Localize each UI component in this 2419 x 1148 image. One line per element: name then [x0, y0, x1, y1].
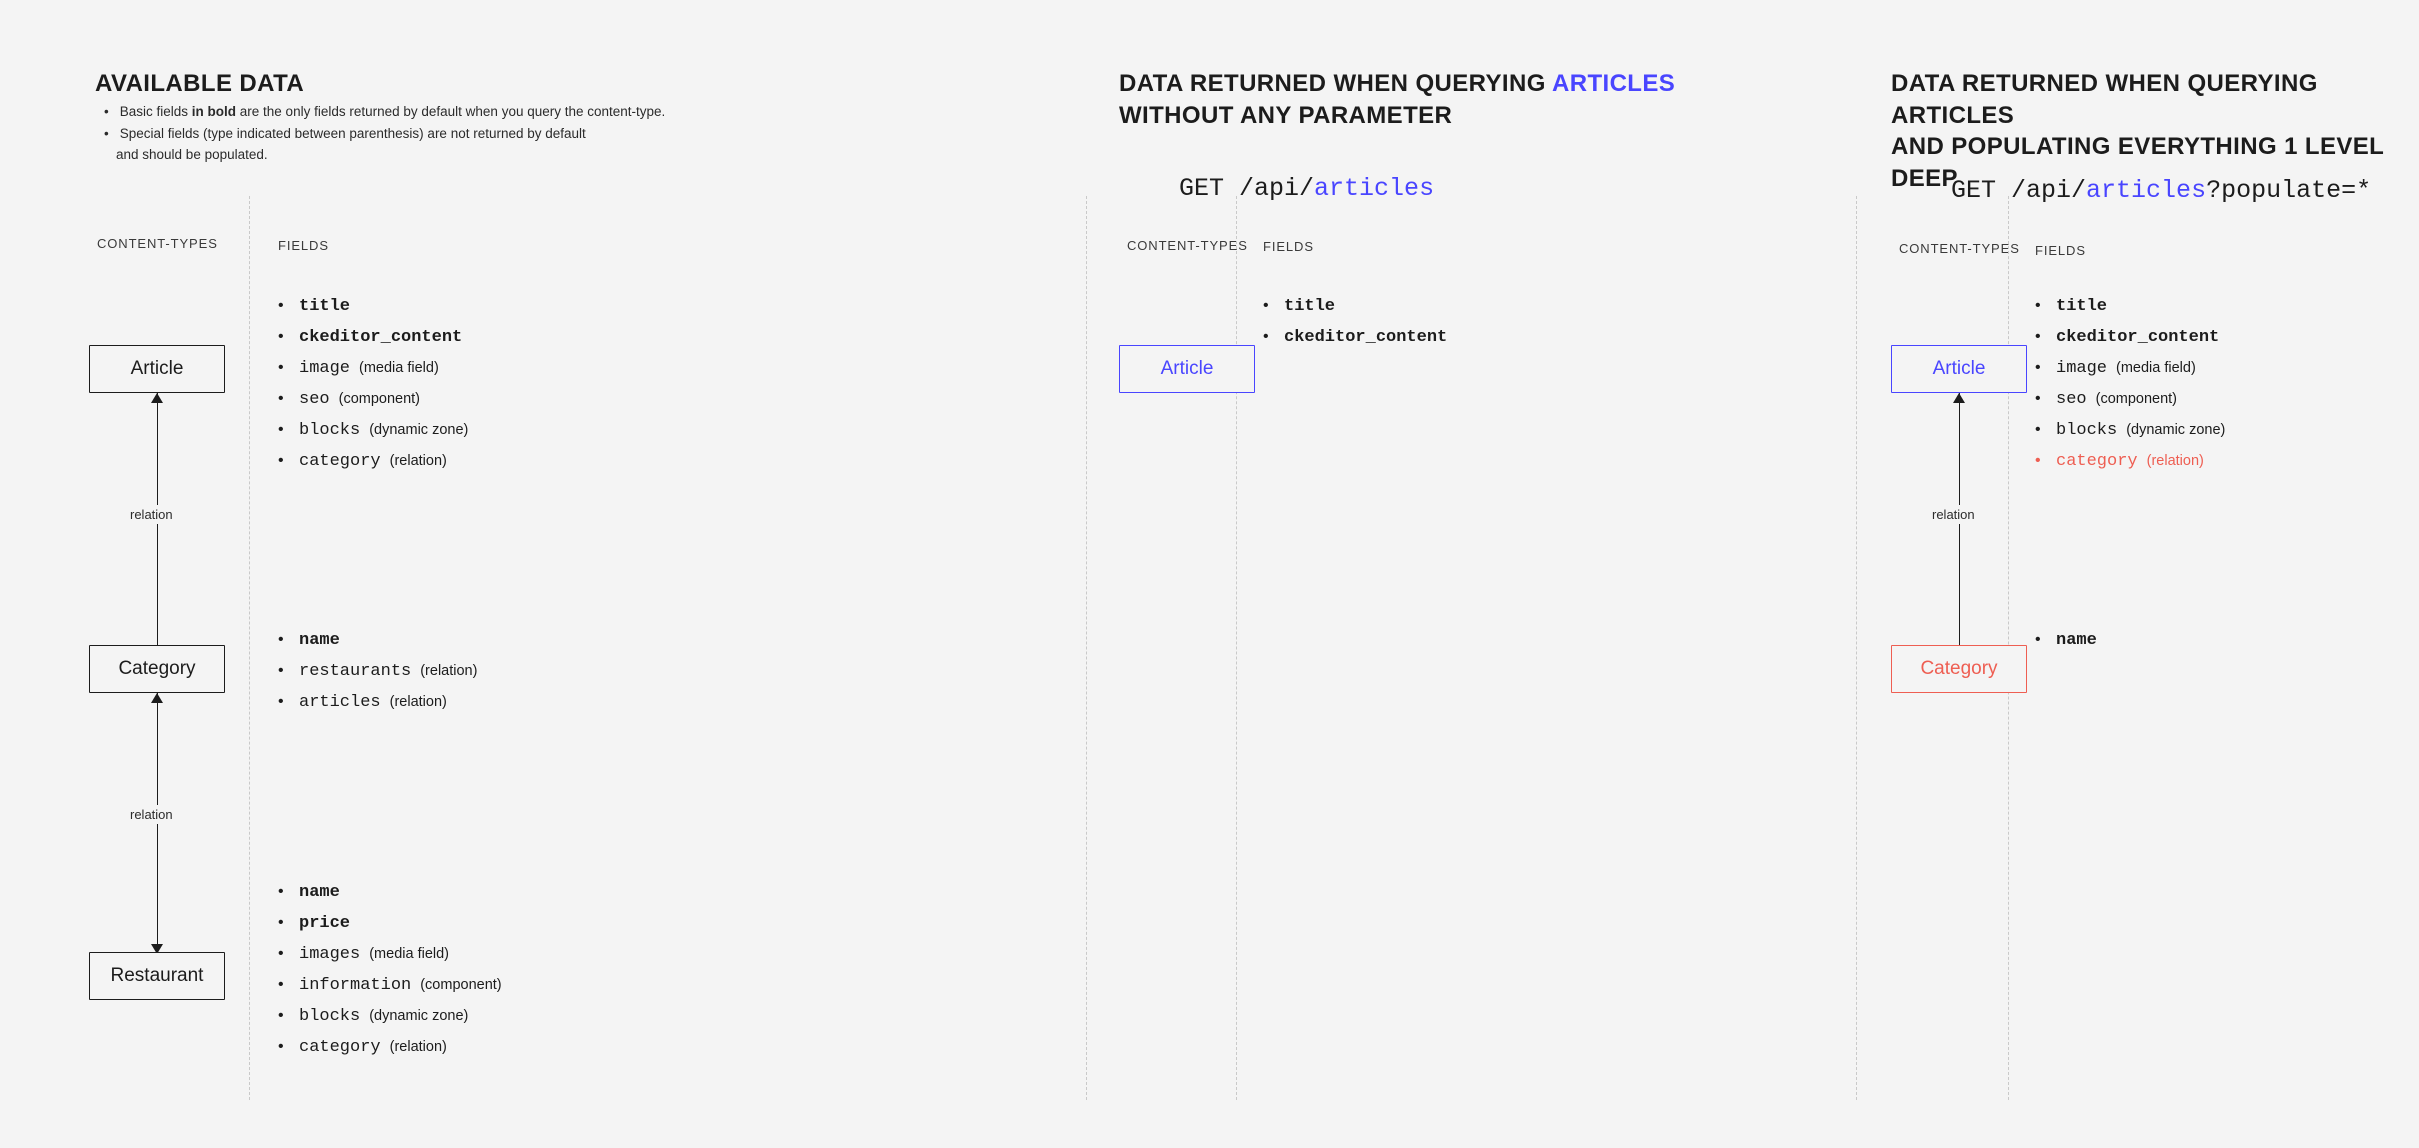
content-type-box-category[interactable]: [1891, 645, 2027, 693]
title-text-part: DATA RETURNED WHEN QUERYING: [1119, 70, 1552, 98]
field-group-category: [278, 632, 477, 725]
col-header-content-types: CONTENT-TYPES: [97, 236, 218, 251]
field-item: • articles (relation): [278, 693, 447, 712]
panel-divider: [1086, 196, 1087, 1100]
field-item: • title: [278, 297, 351, 316]
col-header-fields: FIELDS: [1263, 239, 1314, 254]
field-item-highlighted: • category (relation): [2035, 452, 2204, 471]
request-prefix: GET /api/: [1951, 176, 2087, 205]
panel-available-title: AVAILABLE DATA: [95, 70, 305, 98]
relation-label: relation: [1928, 505, 1979, 524]
content-type-box-article[interactable]: [1119, 345, 1255, 393]
field-item: • name: [278, 631, 340, 650]
relation-label: relation: [126, 505, 177, 524]
field-item: • name: [2035, 631, 2097, 650]
content-type-box-category[interactable]: [89, 645, 225, 693]
field-item: • name: [278, 883, 340, 902]
field-item: • ckeditor_content: [2035, 328, 2220, 347]
title-line-1: DATA RETURNED WHEN QUERYING ARTICLES: [1891, 70, 2318, 129]
title-line-2: AND POPULATING EVERYTHING 1 LEVEL DEEP: [1891, 133, 2384, 193]
content-type-label: Article: [1932, 358, 1986, 379]
field-item: • image (media field): [278, 359, 439, 378]
field-item: • information (component): [278, 976, 502, 995]
content-type-label: Category: [118, 658, 196, 679]
col-header-fields: FIELDS: [278, 238, 329, 253]
panel-populate-one-level: [1848, 0, 2419, 1148]
field-item: • image (media field): [2035, 359, 2196, 378]
content-type-box-article[interactable]: [1891, 345, 2027, 393]
field-item: • blocks (dynamic zone): [278, 1007, 469, 1026]
available-note-item: • Special fields (type indicated between parenthesis) are not returned by default and should be populated.: [116, 124, 860, 166]
request-line-populate: [1891, 147, 2371, 234]
arrow-up-icon: [151, 393, 163, 403]
field-group-article: [278, 298, 468, 484]
field-item: • images (media field): [278, 945, 449, 964]
panel-divider: [1856, 196, 1857, 1100]
title-text-part-2: WITHOUT ANY PARAMETER: [1119, 101, 1453, 129]
panel-no-parameter-title: [1119, 68, 1819, 131]
request-resource: articles: [2086, 176, 2207, 205]
field-item: • title: [2035, 297, 2108, 316]
content-type-box-article[interactable]: [89, 345, 225, 393]
request-line-no-parameter: [1119, 145, 1434, 232]
field-item: • seo (component): [278, 390, 421, 409]
request-suffix: ?populate=*: [2206, 176, 2372, 205]
col-header-content-types: CONTENT-TYPES: [1899, 241, 2020, 256]
relation-label: relation: [126, 805, 177, 824]
content-type-label: Article: [130, 358, 184, 379]
arrow-up-icon: [1953, 393, 1965, 403]
field-item: • title: [1263, 297, 1336, 316]
request-prefix: GET /api/: [1179, 174, 1315, 203]
content-type-box-restaurant[interactable]: [89, 952, 225, 1000]
field-item: • category (relation): [278, 452, 447, 471]
col-header-fields: FIELDS: [2035, 243, 2086, 258]
content-type-label: Category: [1920, 658, 1998, 679]
content-type-label: Restaurant: [110, 965, 204, 986]
column-divider: [1236, 196, 1237, 1100]
field-group-article: [1263, 298, 1447, 360]
field-item: • category (relation): [278, 1038, 447, 1057]
field-group-category: [2035, 632, 2097, 663]
column-divider: [249, 196, 250, 1100]
available-note-item: • Basic fields in bold are the only fields returned by default when you query the content-type.: [116, 102, 860, 123]
panel-available-data: [0, 0, 1078, 1148]
field-item: • blocks (dynamic zone): [2035, 421, 2226, 440]
field-group-restaurant: [278, 884, 502, 1070]
field-item: • seo (component): [2035, 390, 2178, 409]
panel-no-parameter: [1078, 0, 1848, 1148]
arrow-up-icon: [151, 693, 163, 703]
field-item: • restaurants (relation): [278, 662, 478, 681]
request-resource: articles: [1314, 174, 1435, 203]
field-item: • ckeditor_content: [1263, 328, 1448, 347]
field-group-article: [2035, 298, 2225, 484]
title-accent-part: ARTICLES: [1551, 70, 1676, 98]
field-item: • ckeditor_content: [278, 328, 463, 347]
field-item: • price: [278, 914, 351, 933]
available-notes: [100, 102, 860, 167]
col-header-content-types: CONTENT-TYPES: [1127, 238, 1248, 253]
content-type-label: Article: [1160, 358, 1214, 379]
field-item: • blocks (dynamic zone): [278, 421, 469, 440]
